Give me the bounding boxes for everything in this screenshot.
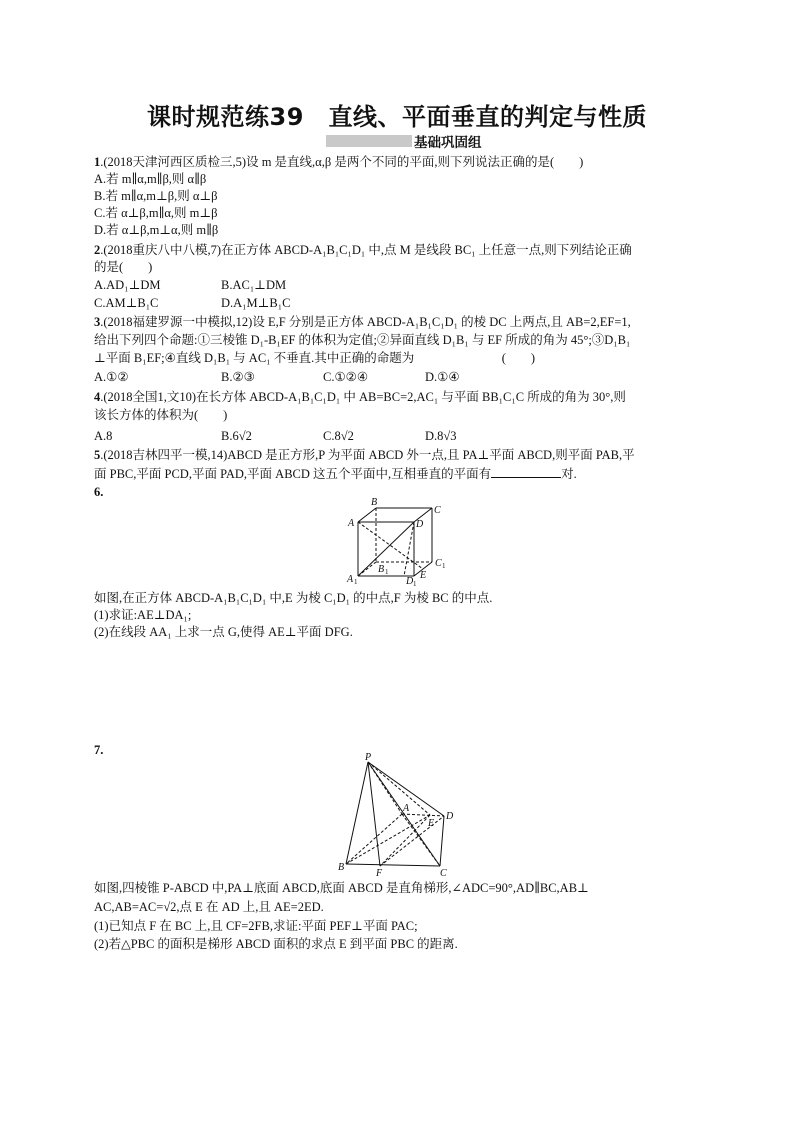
q3-option-d: D.①④ <box>425 370 460 384</box>
cube-label-e: E <box>420 570 427 581</box>
cube-label-b1-sub: 1 <box>385 568 389 576</box>
q5-answer-blank <box>491 465 561 478</box>
q7-text-line3: (1)已知点 F 在 BC 上,且 CF=2FB,求证:平面 PEF⊥平面 PAC; <box>94 919 418 933</box>
q6-number: 6 <box>94 485 101 499</box>
q6-text-line3: (2)在线段 AA₁ 上求一点 G,使得 AE⊥平面 DFG. <box>94 625 353 639</box>
q5-text-line2 <box>94 465 577 482</box>
q1-text: .(2018天津河西区质检三,5)设 m 是直线,α,β 是两个不同的平面,则下列说法正确的是( ) <box>100 155 584 169</box>
q4-stem <box>94 389 626 405</box>
cube-label-d1: D <box>406 576 414 587</box>
cube-label-a1: A <box>347 574 354 585</box>
q2-option-d: D.A₁M⊥B₁C <box>221 296 291 310</box>
q3-text-line1: .(2018福建罗源一中模拟,12)设 E,F 分别是正方体 ABCD-A₁B₁C₁D₁ 的棱 DC 上两点,且 AB=2,EF=1, <box>100 315 631 329</box>
pyramid-label-c: C <box>440 868 447 878</box>
q1-number: 1 <box>94 155 101 169</box>
q5-number: 5 <box>94 448 101 462</box>
q2-text-line1: .(2018重庆八中八模,7)在正方体 ABCD-A₁B₁C₁D₁ 中,点 M 是线段 BC₁ 上任意一点,则下列结论正确 <box>100 243 632 257</box>
q4-option-b: B.6√2 <box>221 429 252 443</box>
pyramid-figure <box>336 752 464 878</box>
q6-number-dot: . <box>100 485 104 499</box>
q6-number-line <box>94 484 103 500</box>
cube-label-c: C <box>434 505 441 516</box>
q5-text-line2b: 对. <box>561 467 577 481</box>
cube-label-c1: C <box>435 558 442 569</box>
q7-text-line2: AC,AB=AC=√2,点 E 在 AD 上,且 AE=2ED. <box>94 900 324 914</box>
q2-stem <box>94 242 632 258</box>
q2-option-a: A.AD₁⊥DM <box>94 278 161 292</box>
q3-text-line2: 给出下列四个命题:①三棱锥 D₁-B₁EF 的体积为定值;②异面直线 D₁B₁ 与 EF 所成的角为 45°;③D₁B₁ <box>94 333 631 347</box>
q2-option-b: B.AC₁⊥DM <box>221 278 287 292</box>
q7-text-line4: (2)若△PBC 的面积是梯形 ABCD 面积的求点 E 到平面 PBC 的距离. <box>94 937 458 951</box>
q1-option-b: B.若 m∥α,m⊥β,则 α⊥β <box>94 189 218 203</box>
q7-number-line <box>94 742 103 758</box>
q3-number: 3 <box>94 315 101 329</box>
cube-figure <box>340 496 460 588</box>
q4-text-line2: 该长方体的体积为( ) <box>94 408 228 422</box>
q1-option-c: C.若 α⊥β,m∥α,则 m⊥β <box>94 206 218 220</box>
section-heading: 基础巩固组 <box>414 135 482 151</box>
cube-label-a1-sub: 1 <box>354 578 358 586</box>
cube-label-a: A <box>348 518 355 529</box>
q2-option-c: C.AM⊥B₁C <box>94 296 159 310</box>
q6-text-line1: 如图,在正方体 ABCD-A₁B₁C₁D₁ 中,E 为棱 C₁D₁ 的中点,F 为棱 BC 的中点. <box>94 591 493 605</box>
q2-text-line2: 的是( ) <box>94 260 153 274</box>
q1-option-d: D.若 α⊥β,m⊥α,则 m∥β <box>94 223 219 237</box>
pyramid-label-f: F <box>376 868 383 878</box>
q4-number: 4 <box>94 390 101 404</box>
cube-label-d: D <box>416 519 424 530</box>
q5-text-line1: .(2018吉林四平一模,14)ABCD 是正方形,P 为平面 ABCD 外一点,且 PA⊥平面 ABCD,则平面 PAB,平 <box>100 448 635 462</box>
pyramid-label-p: P <box>365 752 372 763</box>
q1-option-a: A.若 m∥α,m∥β,则 α∥β <box>94 172 207 186</box>
q3-stem <box>94 314 631 330</box>
q3-option-a: A.①② <box>94 370 129 384</box>
q4-option-c: C.8√2 <box>323 429 354 443</box>
cube-label-d1-sub: 1 <box>413 580 417 588</box>
q3-option-c: C.①②④ <box>323 370 369 384</box>
pyramid-label-e: E <box>428 818 435 829</box>
q3-text-line3: ⊥平面 B₁EF;④直线 D₁B₁ 与 AC₁ 不垂直.其中正确的命题为 ( ) <box>94 351 536 365</box>
q7-number: 7 <box>94 743 101 757</box>
q4-option-d: D.8√3 <box>425 429 457 443</box>
cube-label-b1: B <box>378 564 385 575</box>
q2-number: 2 <box>94 243 101 257</box>
q5-stem <box>94 447 635 463</box>
q1-stem <box>94 154 583 170</box>
q6-text-line2: (1)求证:AE⊥DA₁; <box>94 608 192 622</box>
q3-option-b: B.②③ <box>221 370 255 384</box>
page-title: 课时规范练39 直线、平面垂直的判定与性质 <box>147 103 647 131</box>
q7-number-dot: . <box>100 743 104 757</box>
q7-text-line1: 如图,四棱锥 P-ABCD 中,PA⊥底面 ABCD,底面 ABCD 是直角梯形,∠ADC=90°,AD∥BC,AB⊥ <box>94 881 589 895</box>
q5-text-line2a: 面 PBC,平面 PCD,平面 PAD,平面 ABCD 这五个平面中,互相垂直的平面有 <box>94 467 492 481</box>
pyramid-label-b: B <box>338 862 345 873</box>
section-bar <box>326 135 412 147</box>
pyramid-label-a: A <box>403 803 410 814</box>
cube-label-c1-sub: 1 <box>442 562 446 570</box>
q4-text-line1: .(2018全国1,文10)在长方体 ABCD-A₁B₁C₁D₁ 中 AB=BC=2,AC₁ 与平面 BB₁C₁C 所成的角为 30°,则 <box>100 390 626 404</box>
pyramid-label-d: D <box>446 811 454 822</box>
q4-option-a: A.8 <box>94 429 113 443</box>
cube-label-b: B <box>371 497 378 508</box>
